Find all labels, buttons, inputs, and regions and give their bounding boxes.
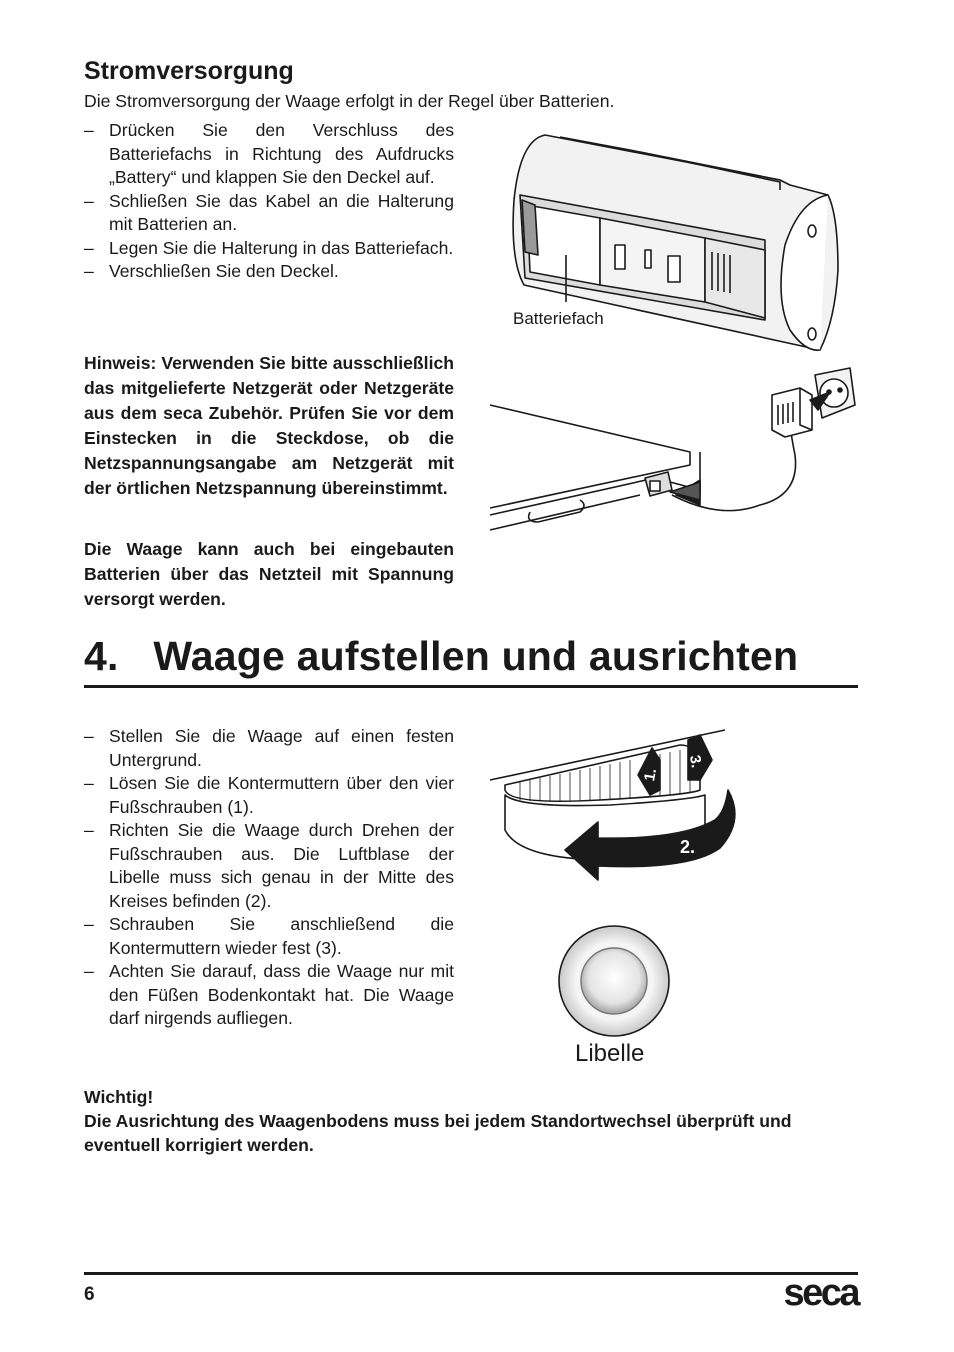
brand-logo: seca: [783, 1272, 858, 1314]
important-title: Wichtig!: [84, 1087, 154, 1107]
section-heading-power: Stromversorgung: [84, 57, 294, 85]
footer-rule: [84, 1272, 858, 1275]
list-item: – Legen Sie die Halterung in das Batteriefach.: [84, 237, 454, 261]
battery-compartment-label: Batteriefach: [513, 309, 604, 328]
important-text: Die Ausrichtung des Waagenbodens muss bei jedem Standortwechsel überprüft und eventuell korrigiert werden.: [84, 1111, 792, 1155]
list-item: – Schließen Sie das Kabel an die Halterung mit Batterien an.: [84, 190, 454, 237]
list-item: – Lösen Sie die Kontermuttern über den vier Fußschrauben (1).: [84, 772, 454, 819]
list-item: – Stellen Sie die Waage auf einen festen Untergrund.: [84, 725, 454, 772]
list-item: – Achten Sie darauf, dass die Waage nur mit den Füßen Bodenkontakt hat. Die Waage darf nirgends aufliegen.: [84, 960, 454, 1031]
section-heading-setup: 4. Waage aufstellen und ausrichten: [84, 633, 799, 679]
arrow-label-3: 3.: [685, 753, 705, 770]
list-item: – Verschließen Sie den Deckel.: [84, 260, 454, 284]
power-note: Hinweis: Verwenden Sie bitte ausschließlich das mitgelieferte Netzgerät oder Netzgeräte aus dem seca Zubehör. Prüfen Sie vor dem Einstecken in die Steckdose, ob die Netzspannungsangabe am Netzgerät mit der örtlichen Netzspannung übereinstimmt.: [84, 353, 454, 498]
level-label: Libelle: [575, 1040, 645, 1067]
list-item: – Drücken Sie den Verschluss des Batteriefachs in Richtung des Aufdrucks „Battery“ und klappen Sie den Deckel auf.: [84, 119, 454, 190]
list-item: – Richten Sie die Waage durch Drehen der Fußschrauben aus. Die Luftblase der Libelle muss sich genau in der Mitte des Kreises befinden (2).: [84, 819, 454, 913]
page-number: 6: [84, 1284, 95, 1305]
power-intro: Die Stromversorgung der Waage erfolgt in der Regel über Batterien.: [84, 91, 615, 111]
list-item: – Schrauben Sie anschließend die Kontermuttern wieder fest (3).: [84, 913, 454, 960]
arrow-label-2: 2.: [680, 837, 696, 857]
arrow-label-1: 1.: [641, 767, 660, 783]
power-note-2: Die Waage kann auch bei eingebauten Batterien über das Netzteil mit Spannung versorgt werden.: [84, 539, 454, 609]
